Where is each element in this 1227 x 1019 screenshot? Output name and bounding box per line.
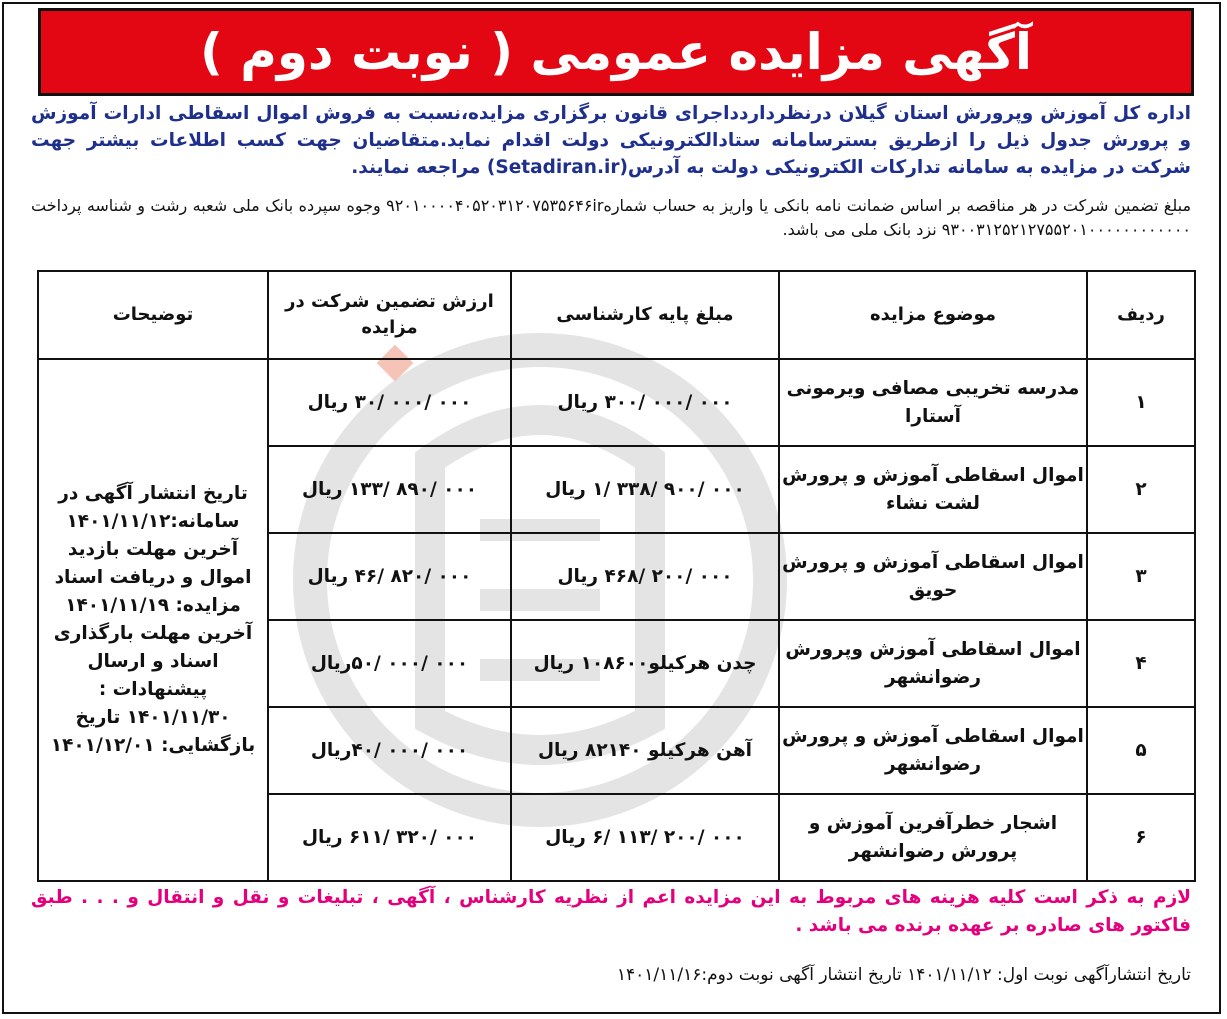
table-header-row — [38, 271, 1195, 359]
row-subject: اموال اسقاطی آموزش و پرورش رضوانشهر — [779, 707, 1087, 794]
row-subject: اموال اسقاطی آموزش وپرورش رضوانشهر — [779, 620, 1087, 707]
intro-paragraph: اداره کل آموزش وپرورش استان گیلان درنظرداردداجرای قانون برگزاری مزایده،نسبت به فروش اموال اسقاطی ادارات آموزش و پرورش جدول ذیل را ازطریق بسترسامانه ستادالکترونیکی دولت اقدام نماید.متقاضیان جهت کسب اطلاعات بیشتر جهت شرکت در مزایده به سامانه تدارکات الکترونیکی دولت به آدرس(Setadiran.ir) مراجعه نمایند. — [31, 103, 1191, 178]
row-guarantee: ۰۰۰ /۸۹۰ /۱۳۳ ریال — [268, 446, 511, 533]
row-base-price: ۰۰۰ /۲۰۰ /۱۱۳ /۶ ریال — [511, 794, 779, 881]
row-base-price: ۰۰۰ /۹۰۰ /۳۳۸ /۱ ریال — [511, 446, 779, 533]
header-subject: موضوع مزایده — [779, 271, 1087, 359]
row-number: ۵ — [1087, 707, 1195, 794]
row-base-price: چدن هرکیلو۱۰۸۶۰۰ ریال — [511, 620, 779, 707]
header-notes: توضیحات — [38, 271, 268, 359]
row-guarantee: ۰۰۰ /۸۲۰ /۴۶ ریال — [268, 533, 511, 620]
row-number: ۶ — [1087, 794, 1195, 881]
row-guarantee: ۰۰۰ /۰۰۰ /۴۰ریال — [268, 707, 511, 794]
row-base-price: ۰۰۰ /۲۰۰ /۴۶۸ ریال — [511, 533, 779, 620]
table-row — [38, 359, 1195, 446]
row-subject: مدرسه تخریبی مصافی ویرمونی آستارا — [779, 359, 1087, 446]
row-subject: اشجار خطرآفرین آموزش و پرورش رضوانشهر — [779, 794, 1087, 881]
row-guarantee: ۰۰۰ /۳۲۰ /۶۱۱ ریال — [268, 794, 511, 881]
page-title: آگهی مزایده عمومی ( نوبت دوم ) — [199, 23, 1033, 81]
header-base-price: مبلغ پایه کارشناسی — [511, 271, 779, 359]
row-subject: اموال اسقاطی آموزش و پرورش لشت نشاء — [779, 446, 1087, 533]
row-base-price: ۰۰۰ /۰۰۰ /۳۰۰ ریال — [511, 359, 779, 446]
row-base-price: آهن هرکیلو ۸۲۱۴۰ ریال — [511, 707, 779, 794]
row-subject: اموال اسقاطی آموزش و پرورش حویق — [779, 533, 1087, 620]
deposit-paragraph: مبلغ تضمین شرکت در هر مناقصه بر اساس ضمانت نامه بانکی یا واریز به حساب شماره۹۲۰۱۰۰۰۰۴۰۵۲۰۳۱۲۰۷۵۳۵۶۴۶ir وجوه سپرده بانک ملی شعبه رشت و شناسه پرداخت ۹۳۰۰۳۱۲۵۲۱۲۷۵۵۲۰۱۰۰۰۰۰۰۰۰۰۰۰۰ نزد بانک ملی می باشد. — [31, 196, 1192, 239]
footer-publication-dates: تاریخ انتشارآگهی نوبت اول: ۱۴۰۱/۱۱/۱۲ تاریخ انتشار آگهی نوبت دوم:۱۴۰۱/۱۱/۱۶ — [616, 965, 1191, 985]
row-guarantee: ۰۰۰ /۰۰۰ /۵۰ریال — [268, 620, 511, 707]
title-banner — [38, 8, 1194, 96]
row-number: ۱ — [1087, 359, 1195, 446]
row-number: ۳ — [1087, 533, 1195, 620]
header-row-number: ردیف — [1087, 271, 1195, 359]
footer-cost-note: لازم به ذکر است کلیه هزینه های مربوط به این مزایده اعم از نظریه کارشناس ، آگهی ، تبلیغات و نقل و انتقال و . . . طبق فاکتور های صادره بر عهده برنده می باشد . — [31, 887, 1191, 936]
row-number: ۲ — [1087, 446, 1195, 533]
row-guarantee: ۰۰۰ /۰۰۰ /۳۰ ریال — [268, 359, 511, 446]
header-guarantee: ارزش تضمین شرکت در مزایده — [268, 271, 511, 359]
auction-table — [37, 270, 1196, 882]
notes-cell: تاریخ انتشار آگهی در سامانه:۱۴۰۱/۱۱/۱۲ آخرین مهلت بازدید اموال و دریافت اسناد مزایده: ۱۴۰۱/۱۱/۱۹ آخرین مهلت بارگذاری اسناد و ارسال پیشنهادات : ۱۴۰۱/۱۱/۳۰ تاریخ بازگشایی: ۱۴۰۱/۱۲/۰۱ — [38, 359, 268, 881]
row-number: ۴ — [1087, 620, 1195, 707]
